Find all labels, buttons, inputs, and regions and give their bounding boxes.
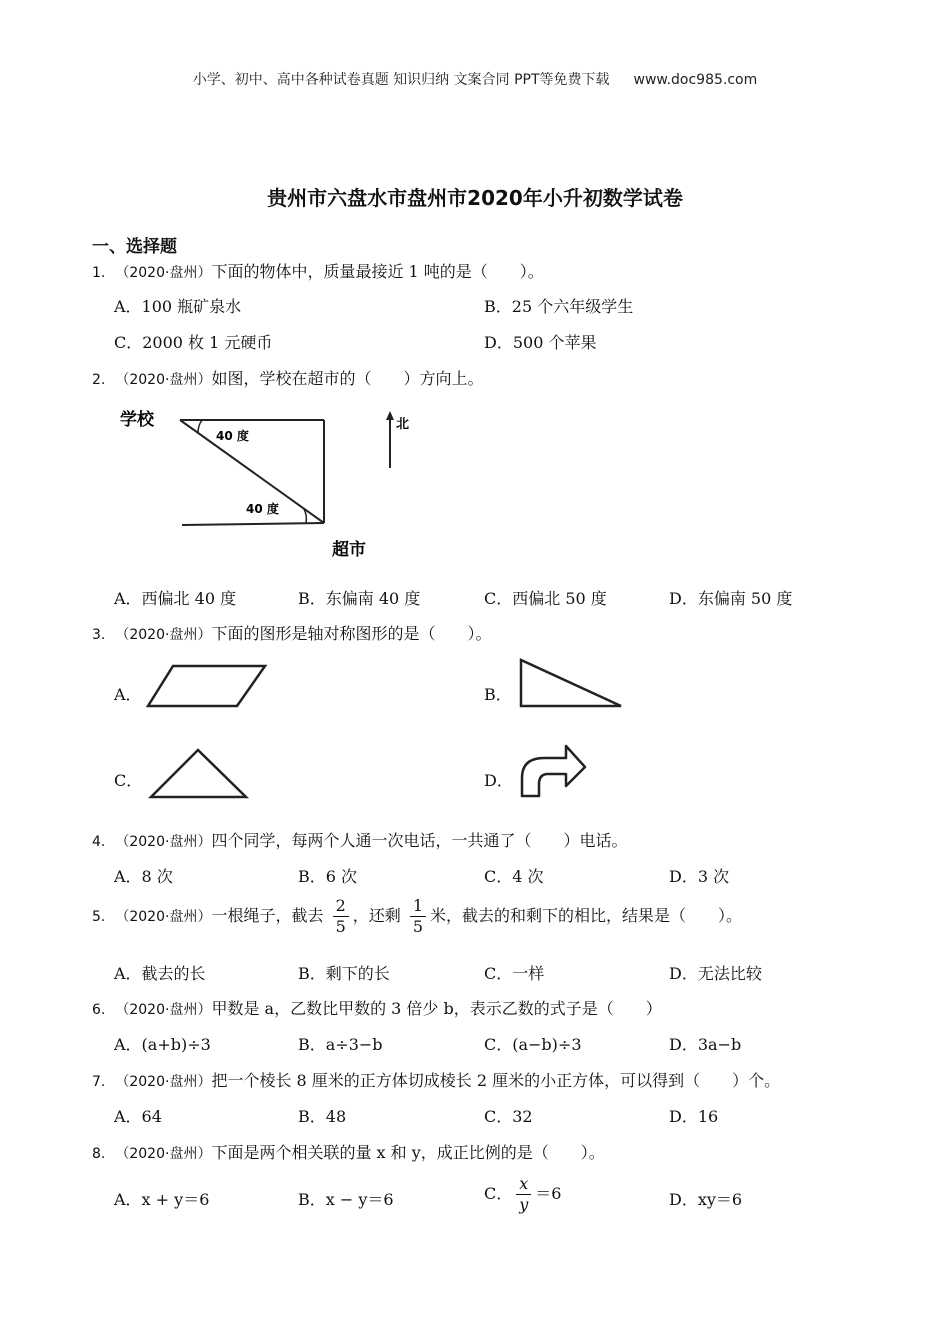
q2-option-b[interactable]: B．东偏南 40 度 (298, 589, 421, 608)
question-text: 如图，学校在超市的（ ）方向上。 (211, 369, 484, 388)
question-text: 下面是两个相关联的量 x 和 y，成正比例的是（ ）。 (211, 1143, 605, 1162)
q7-option-c[interactable]: C．32 (484, 1107, 533, 1126)
q1-option-b[interactable]: B．25 个六年级学生 (484, 297, 634, 316)
question-number: 5. (92, 909, 106, 925)
q6-option-c[interactable]: C．(a−b)÷3 (484, 1035, 582, 1054)
question-text: 下面的物体中，质量最接近 1 吨的是（ ）。 (211, 262, 544, 281)
q2-option-a[interactable]: A．西偏北 40 度 (114, 589, 237, 608)
question-text: 把一个棱长 8 厘米的正方体切成棱长 2 厘米的小正方体，可以得到（ ）个。 (211, 1071, 781, 1090)
header-site[interactable]: www.doc985.com (633, 72, 758, 88)
fraction-two-fifths: $\frac{2}{5}$ (333, 898, 349, 935)
q2-option-d[interactable]: D．东偏南 50 度 (669, 589, 793, 608)
q6-option-d[interactable]: D．3a−b (669, 1035, 742, 1054)
page-title: 贵州市六盘水市盘州市2020年小升初数学试卷 (267, 186, 683, 210)
turn-arrow-shape (516, 740, 590, 802)
q8-option-b[interactable]: B．x − y＝6 (298, 1190, 394, 1209)
q4-option-a[interactable]: A．8 次 (114, 867, 173, 886)
market-label: 超市 (332, 540, 366, 560)
question-source: （2020·盘州） (115, 372, 212, 388)
isosceles-triangle-shape (146, 746, 252, 802)
fraction-x-over-y: $\frac{x}{y}$ (516, 1176, 531, 1213)
option-rhs: ＝6 (535, 1184, 562, 1203)
q7-option-d[interactable]: D．16 (669, 1107, 719, 1126)
q5-option-a[interactable]: A．截去的长 (114, 964, 206, 983)
question-source: （2020·盘州） (115, 834, 212, 850)
question-number: 6. (92, 1002, 106, 1018)
angle-bottom-label: 40 度 (246, 502, 279, 516)
q1-option-a[interactable]: A．100 瓶矿泉水 (114, 297, 242, 316)
question-text: 一根绳子，截去 (211, 906, 324, 925)
page-header (0, 69, 950, 89)
question-source: （2020·盘州） (115, 1146, 212, 1162)
question-text: 四个同学，每两个人通一次电话，一共通了（ ）电话。 (211, 831, 628, 850)
option-letter: C． (484, 1184, 513, 1203)
q1-option-c[interactable]: C．2000 枚 1 元硬币 (114, 333, 273, 352)
question-8 (92, 1140, 605, 1163)
header-text: 小学、初中、高中各种试卷真题 知识归纳 文案合同 PPT等免费下载 (192, 72, 610, 88)
question-source: （2020·盘州） (115, 909, 212, 925)
question-text: 米，截去的和剩下的相比，结果是（ ）。 (430, 906, 743, 925)
q1-option-d[interactable]: D．500 个苹果 (484, 333, 597, 352)
question-source: （2020·盘州） (115, 265, 212, 281)
question-7 (92, 1068, 780, 1091)
q6-option-a[interactable]: A．(a+b)÷3 (114, 1035, 211, 1054)
question-number: 1. (92, 265, 106, 281)
parallelogram-shape (145, 664, 270, 710)
question-number: 4. (92, 834, 106, 850)
question-source: （2020·盘州） (115, 1074, 212, 1090)
direction-diagram (110, 400, 430, 570)
question-6 (92, 996, 662, 1019)
question-text: 下面的图形是轴对称图形的是（ ）。 (211, 624, 492, 643)
q7-option-b[interactable]: B．48 (298, 1107, 347, 1126)
fraction-one-fifth: $\frac{1}{5}$ (410, 898, 426, 935)
question-text: 甲数是 a，乙数比甲数的 3 倍少 b，表示乙数的式子是（ ） (211, 999, 662, 1018)
question-number: 7. (92, 1074, 106, 1090)
q7-option-a[interactable]: A．64 (114, 1107, 162, 1126)
q4-option-c[interactable]: C．4 次 (484, 867, 544, 886)
q8-option-a[interactable]: A．x + y＝6 (114, 1190, 210, 1209)
section-heading: 一、选择题 (92, 237, 177, 257)
north-label: 北 (396, 417, 410, 432)
question-1 (92, 259, 544, 282)
question-text: ，还剩 (352, 906, 401, 925)
q4-option-b[interactable]: B．6 次 (298, 867, 358, 886)
question-number: 8. (92, 1146, 106, 1162)
q3-option-d[interactable]: D． (484, 771, 513, 790)
school-label: 学校 (120, 410, 154, 430)
question-2 (92, 366, 483, 389)
question-number: 3. (92, 627, 106, 643)
q3-option-a[interactable]: A． (114, 685, 142, 704)
question-3 (92, 621, 491, 644)
q4-option-d[interactable]: D．3 次 (669, 867, 730, 886)
q5-option-c[interactable]: C．一样 (484, 964, 545, 983)
angle-top-label: 40 度 (216, 429, 249, 443)
question-4 (92, 828, 627, 851)
q2-option-c[interactable]: C．西偏北 50 度 (484, 589, 607, 608)
q3-option-b[interactable]: B． (484, 685, 512, 704)
q8-option-d[interactable]: D．xy＝6 (669, 1190, 743, 1209)
q8-option-c[interactable] (484, 1176, 561, 1213)
q6-option-b[interactable]: B．a÷3−b (298, 1035, 383, 1054)
right-triangle-shape (515, 656, 627, 712)
question-number: 2. (92, 372, 106, 388)
question-source: （2020·盘州） (115, 1002, 212, 1018)
q5-option-b[interactable]: B．剩下的长 (298, 964, 390, 983)
q3-option-c[interactable]: C． (114, 771, 143, 790)
question-5 (92, 898, 742, 935)
question-source: （2020·盘州） (115, 627, 212, 643)
q5-option-d[interactable]: D．无法比较 (669, 964, 762, 983)
